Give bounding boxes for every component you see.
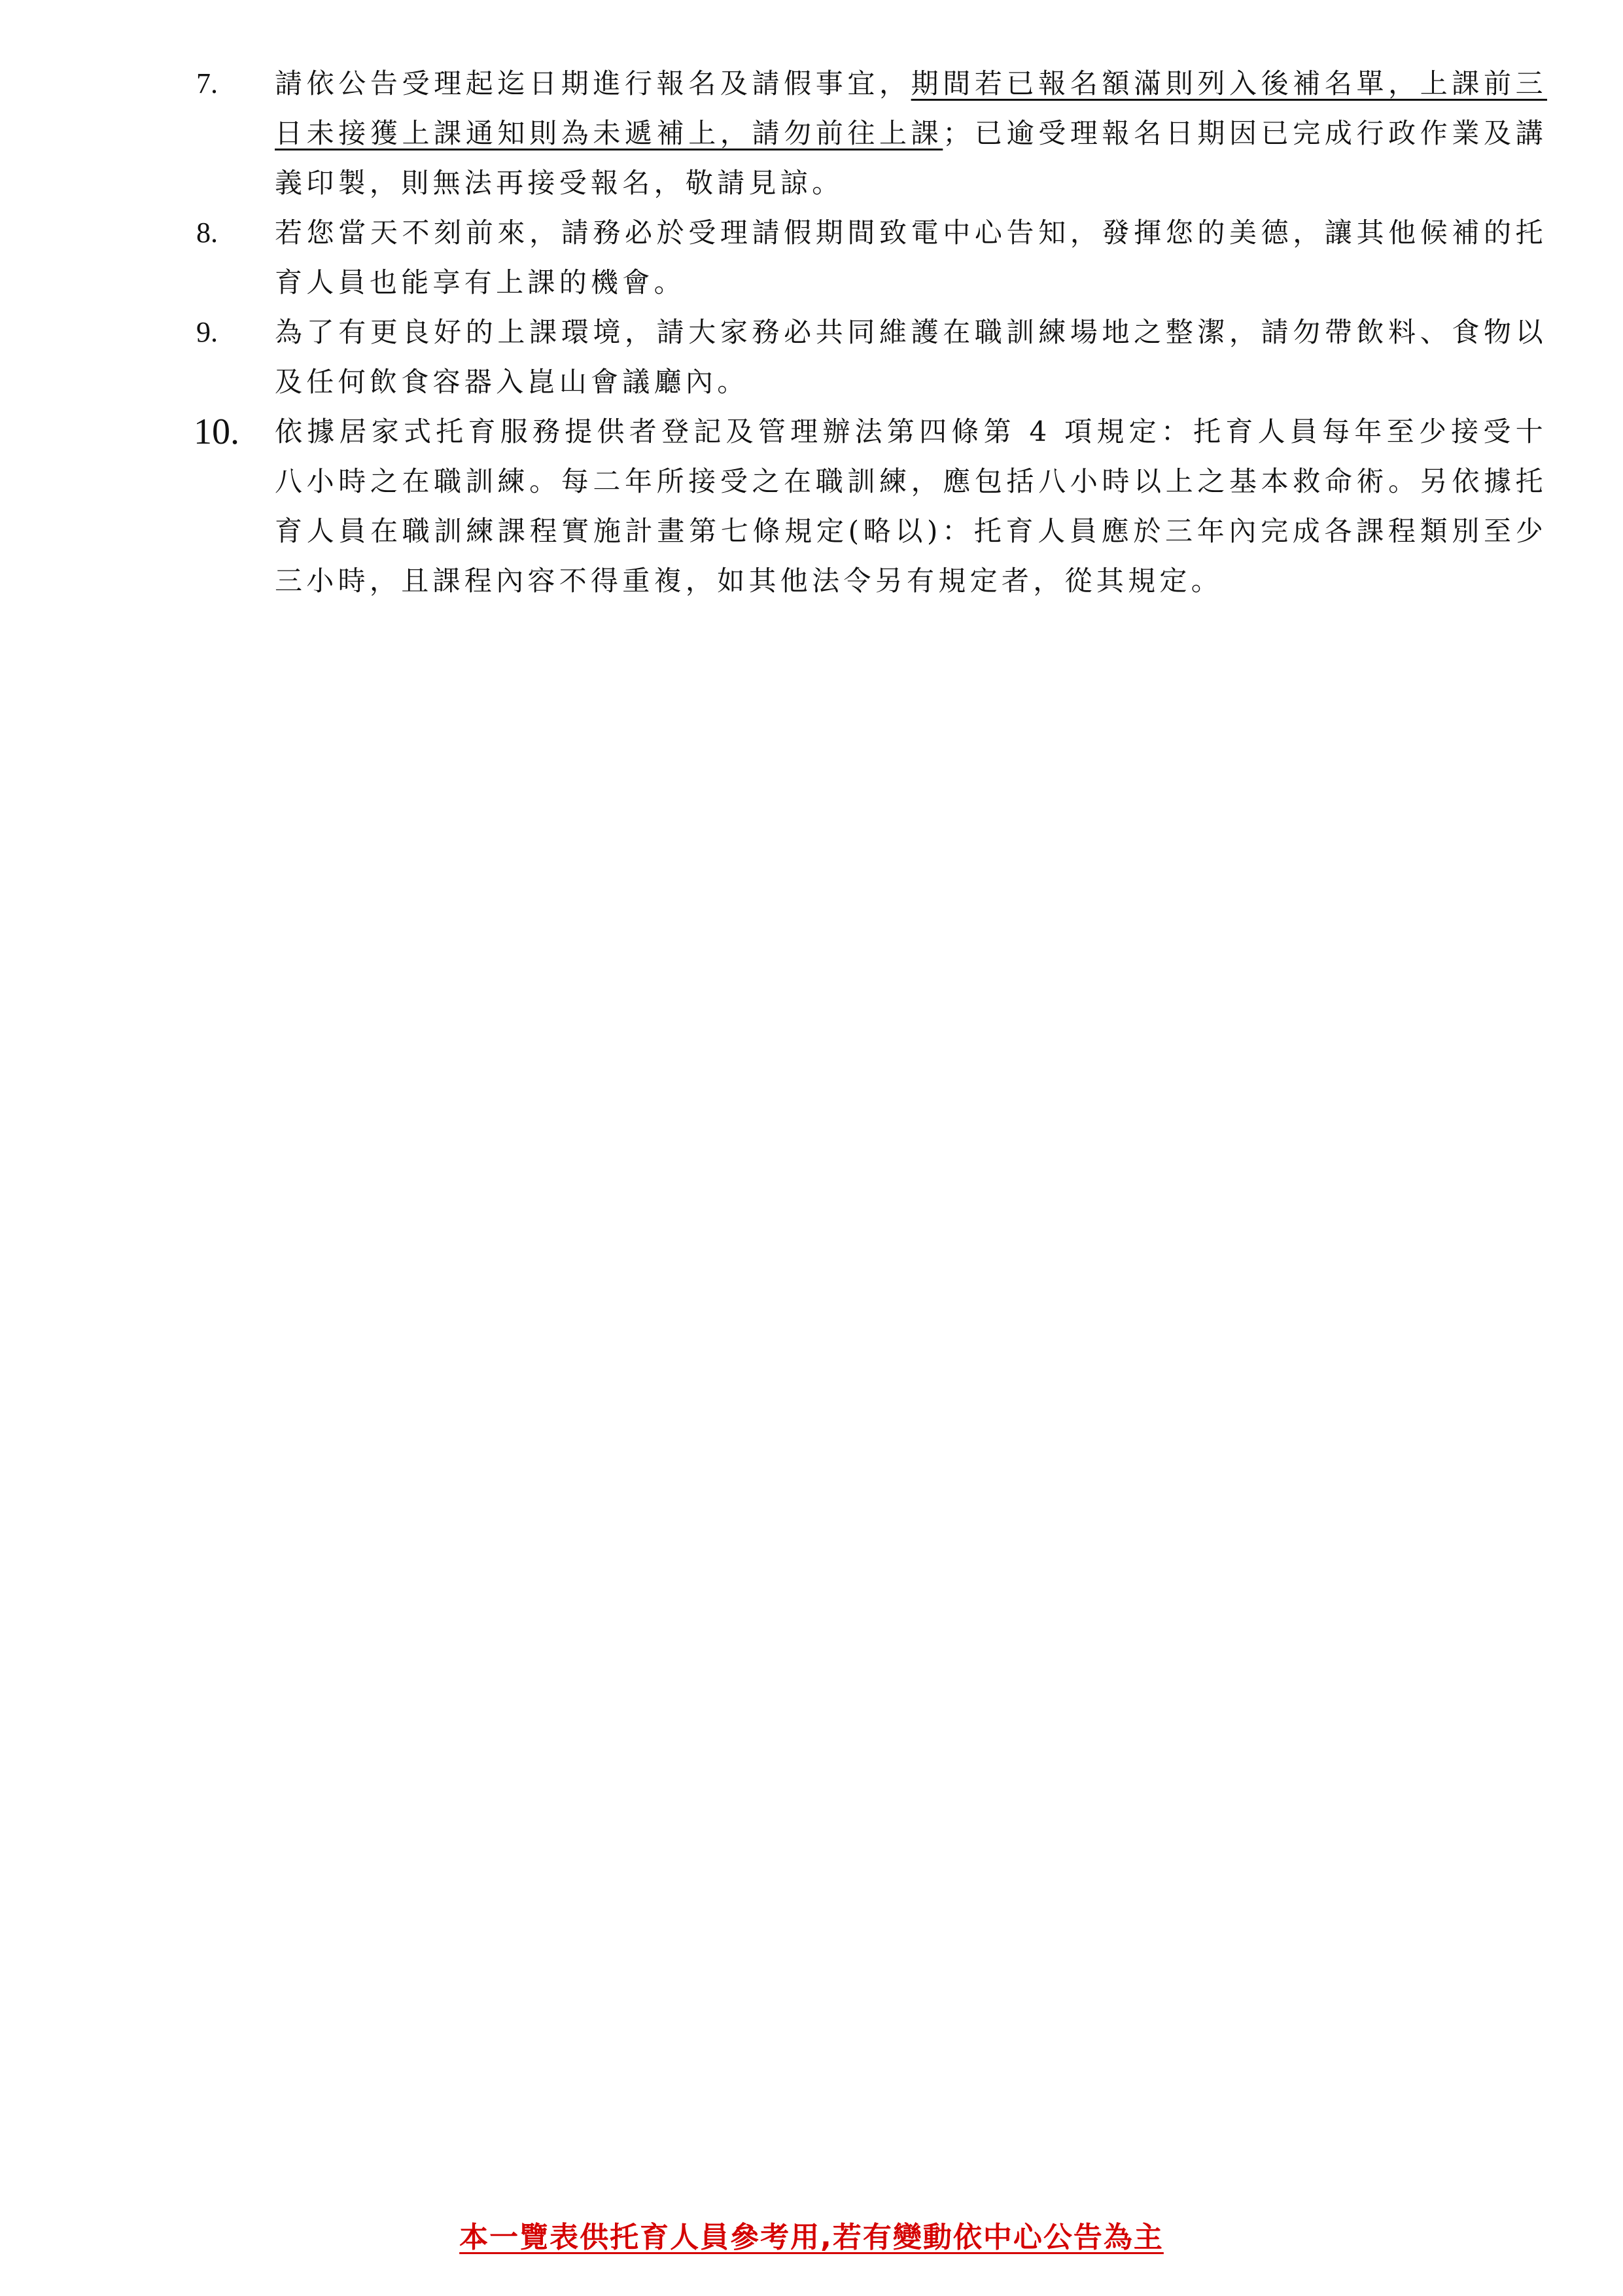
item-number: 8.	[196, 217, 218, 249]
item-text-part2: ；已逾受理報名日期因已完成行政作業及講義印製，則無法再接受報名，敬請見諒。	[275, 117, 1547, 199]
item-text: 若您當天不刻前來，請務必於受理請假期間致電中心告知，發揮您的美德，讓其他候補的托育人員也能享有上課的機會。	[275, 217, 1547, 298]
item-text	[275, 59, 1547, 208]
item-number: 9.	[196, 316, 218, 348]
item-text-underlined: 期間若已報名額滿則列入後補名單，上課前三日未接獲上課通知則為未遞補上，請勿前往上課	[275, 67, 1547, 149]
item-number: 10.	[194, 412, 239, 452]
item-text: 為了有更良好的上課環境，請大家務必共同維護在職訓練場地之整潔，請勿帶飲料、食物以及任何飲食容器入崑山會議廳內。	[275, 316, 1547, 398]
item-text-part1: 請依公告受理起迄日期進行報名及請假事宜，	[275, 67, 911, 99]
footer-note-text: 本一覽表供托育人員參考用,若有變動依中心公告為主	[459, 2221, 1164, 2254]
item-number: 7.	[196, 67, 218, 99]
footer-note	[0, 2218, 1623, 2257]
item-text: 依據居家式托育服務提供者登記及管理辦法第四條第 4 項規定：托育人員每年至少接受十八小時之在職訓練。每二年所接受之在職訓練，應包括八小時以上之基本救命術。另依據托育人員在職訓練課程實施計畫第七條規定(略以)：托育人員應於三年內完成各課程類別至少三小時，且課程內容不得重複，如其他法令另有規定者，從其規定。	[275, 415, 1547, 597]
